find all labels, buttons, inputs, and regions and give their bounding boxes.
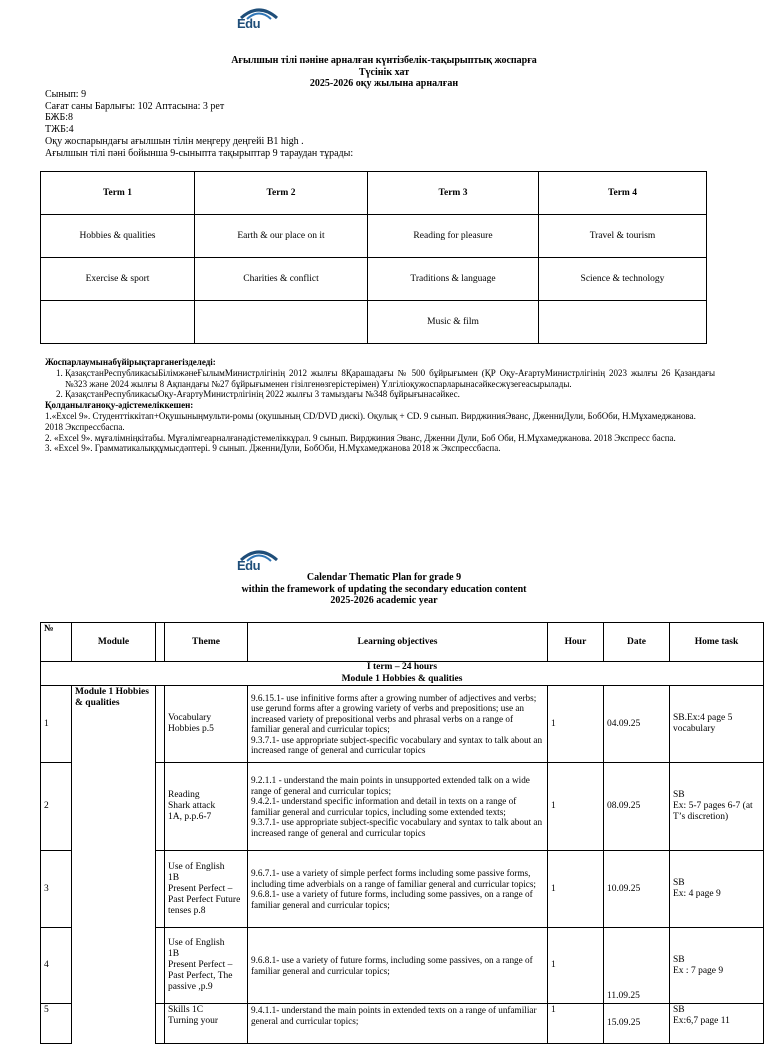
info-level: Оқу жоспарындағы ағылшын тілін меңгеру деңгейі В1 high .: [45, 135, 304, 147]
term-header: Term 2: [195, 172, 368, 215]
info-bzhb: БЖБ:8: [45, 112, 73, 124]
theme-text: Use of English 1B Present Perfect – Past Perfect Future tenses p.8: [168, 861, 241, 916]
term-cell: Hobbies & qualities: [41, 215, 195, 258]
home-task-text: SB Ex: 4 page 9: [673, 878, 721, 899]
row-number: 5: [41, 1004, 72, 1044]
hour-cell: 1: [548, 763, 604, 851]
terms-row: [41, 301, 707, 344]
col-header-spacer: [156, 623, 165, 662]
theme-cell: [165, 928, 248, 1004]
material-item: 2. «Excel 9». мұғалімніңкітабы. Мұғалімгеарналғанәдістемеліккұрал. 9 сынып. Вирджиния Эванс, Дженни Дули, Боб Оби, Н.Мұхамеджанова. 2018 Экспресс баспа.: [45, 432, 676, 443]
heading-line-1: Ағылшын тілі пәніне арналған күнтізбелік-тақырыптық жоспарға: [231, 55, 537, 66]
theme-text: Reading Shark attack 1A, p.p.6-7: [168, 790, 216, 822]
theme-cell: [165, 851, 248, 928]
date-cell: 08.09.25: [604, 763, 670, 851]
plan-header-row: [41, 623, 764, 662]
date-cell: 11.09.25: [604, 928, 670, 1004]
row-number: 1: [41, 686, 72, 763]
terms-table: [40, 171, 707, 344]
spacer-cell: [156, 686, 165, 763]
home-task-text: SB Ex : 7 page 9: [673, 954, 724, 976]
date-cell: 04.09.25: [604, 686, 670, 763]
col-header-theme: Theme: [165, 623, 248, 662]
home-task-text: SB.Ex:4 page 5 vocabulary: [673, 713, 733, 734]
objectives-cell: [248, 763, 548, 851]
hour-cell: 1: [548, 851, 604, 928]
logo-text: Edu: [237, 16, 261, 31]
col-header-hour: Hour: [548, 623, 604, 662]
materials-heading: Қолданылғаноқу-әдістемеліккешен:: [45, 400, 194, 411]
term-header: Term 1: [41, 172, 195, 215]
objectives-cell: [248, 928, 548, 1004]
info-hours: Сағат саны Барлығы: 102 Аптасына: 3 рет: [45, 100, 225, 112]
term-header: Term 4: [539, 172, 707, 215]
term-section-title: I term – 24 hours: [366, 662, 438, 672]
theme-text: Vocabulary Hobbies p.5: [168, 713, 214, 734]
objectives-text: 9.4.1.1- understand the main points in extended texts on a range of unfamiliar general and curricular topics;: [251, 1005, 537, 1026]
objectives-cell: [248, 686, 548, 763]
module-name: Module 1 Hobbies & qualities: [72, 686, 156, 1044]
spacer-cell: [156, 928, 165, 1004]
term-cell: Earth & our place on it: [195, 215, 368, 258]
theme-text: Use of English 1B Present Perfect – Past Perfect, The passive ,p.9: [168, 938, 233, 992]
theme-cell: [165, 686, 248, 763]
spacer-cell: [156, 851, 165, 928]
terms-row: [41, 215, 707, 258]
sources-list: [45, 368, 715, 400]
objectives-text: 9.6.8.1- use a variety of future forms, including some passives, on a range of familiar general and curricular topics;: [251, 955, 533, 976]
heading-line-2: within the framework of updating the secondary education content: [241, 583, 527, 595]
terms-header-row: [41, 172, 707, 215]
home-task-text: SB Ex: 5-7 pages 6-7 (at T’s discretion): [673, 790, 753, 822]
heading-line-1: Calendar Thematic Plan for grade 9: [306, 572, 462, 583]
source-item: 1. ҚазақстанРеспубликасыБілімжәнеҒылымМинистрлігінің 2012 жылғы 8Қарашадағы № 500 бұйрығымен (ҚР Оқу-АғартуМинистрлігінің 2023 жылғы 26 Қазандағы №323 және 2024 жылғы 8 Ақпандағы №27 бұйрығыменен гізілгенөзгерістерімен) Үлгіліоқужоспарларынасәйкесжүзегеасырылады.: [65, 368, 715, 390]
term-cell: [41, 301, 195, 344]
term-cell: Charities & conflict: [195, 258, 368, 301]
heading-line-3: 2025-2026 оқу жылына арналған: [309, 78, 459, 89]
hour-cell: 1: [548, 928, 604, 1004]
term-cell: [539, 301, 707, 344]
objectives-cell: [248, 851, 548, 928]
logo-text: Edu: [237, 558, 261, 573]
row-number: 2: [41, 763, 72, 851]
col-header-module: Module: [72, 623, 156, 662]
calendar-plan-heading: [0, 572, 768, 607]
sources-heading: Жоспарлаумынабүйірықтарганегізделеді:: [45, 357, 216, 367]
objectives-text: 9.6.7.1- use a variety of simple perfect forms including some passive forms, including time adverbials on a range of familiar general and curricular topics; 9.6.8.1- use a variety of future forms, including some passives, on a range of familiar general and curricular topics;: [251, 868, 536, 910]
date-cell: 10.09.25: [604, 851, 670, 928]
edu-logo: [237, 546, 281, 572]
theme-text: Skills 1C Turning your: [168, 1005, 219, 1026]
home-task-cell: [670, 928, 764, 1004]
hour-cell: 1: [548, 686, 604, 763]
course-info: [45, 89, 353, 159]
home-task-cell: [670, 851, 764, 928]
explanatory-note-heading: [0, 55, 768, 90]
term-cell: [195, 301, 368, 344]
home-task-cell: [670, 763, 764, 851]
term-cell: Music & film: [368, 301, 539, 344]
terms-row: [41, 258, 707, 301]
term-cell: Science & technology: [539, 258, 707, 301]
date-cell: 15.09.25: [604, 1004, 670, 1044]
objectives-text: 9.2.1.1 - understand the main points in unsupported extended talk on a wide range of general and curricular topics; 9.4.2.1- understand specific information and detail in texts on a range of familiar general and curricular topics, including some extended texts; 9.3.7.1- use appropriate subject-specific vocabulary and syntax to talk about an increased range of general and curricular topics: [251, 775, 543, 838]
home-task-text: SB Ex:6,7 page 11: [673, 1005, 730, 1026]
source-item: 2. ҚазақстанРеспубликасыОқу-АғартуМинистрлігінің 2022 жылғы 3 тамыздағы №348 бұйрығынасәйкес.: [65, 389, 715, 400]
col-header-date: Date: [604, 623, 670, 662]
term-header: Term 3: [368, 172, 539, 215]
spacer-cell: [156, 763, 165, 851]
info-tzhb: ТЖБ:4: [45, 124, 74, 136]
term-cell: Travel & tourism: [539, 215, 707, 258]
col-header-number: №: [41, 623, 72, 662]
sources-section: [45, 357, 715, 454]
row-number: 4: [41, 928, 72, 1004]
hour-cell: 1: [548, 1004, 604, 1044]
edu-logo: [237, 4, 281, 30]
material-item: 3. «Excel 9». Грамматикалыққұмысдәптері. 9 сынып. ДженниДули, БобОби, Н.Мұхамеджанова 2018 ж Экспрессбаспа.: [45, 443, 501, 454]
info-topics: Ағылшын тілі пәні бойынша 9-сыныпта тақырыптар 9 тараудан тұрады:: [45, 147, 354, 159]
module-section-title: Module 1 Hobbies & qualities: [341, 673, 463, 684]
info-grade: Сынып: 9: [45, 89, 87, 100]
table-row: [41, 686, 764, 763]
row-number: 3: [41, 851, 72, 928]
home-task-cell: [670, 686, 764, 763]
col-header-objectives: Learning objectives: [248, 623, 548, 662]
objectives-text: 9.6.15.1- use infinitive forms after a growing number of adjectives and verbs; use gerund forms after a growing variety of verbs and prepositions; use an increased variety of prepositional verbs and phrasal verbs on a range of familiar general and curricular topics; 9.3.7.1- use appropriate subject-specific vocabulary and syntax to talk about an increased range of general and curricular topics: [251, 692, 543, 755]
heading-line-3: 2025-2026 academic year: [330, 595, 438, 606]
theme-cell: [165, 763, 248, 851]
col-header-home-task: Home task: [670, 623, 764, 662]
term-section-cell: [41, 662, 764, 686]
term-cell: Exercise & sport: [41, 258, 195, 301]
term-cell: Reading for pleasure: [368, 215, 539, 258]
calendar-plan-table: [40, 622, 764, 1044]
term-section-row: [41, 662, 764, 686]
term-cell: Traditions & language: [368, 258, 539, 301]
material-item: 1.«Excel 9». Студенттіккітап+Оқушыныңмульти-ромы (оқушының CD/DVD дискі). Оқулық + CD. 9 сынып. ВирджинияЭванс, ДженниДули, БобОби, Н.Мұхамеджанова. 2018 Экспрессбаспа.: [45, 410, 696, 432]
heading-line-2: Түсінік хат: [358, 66, 410, 78]
